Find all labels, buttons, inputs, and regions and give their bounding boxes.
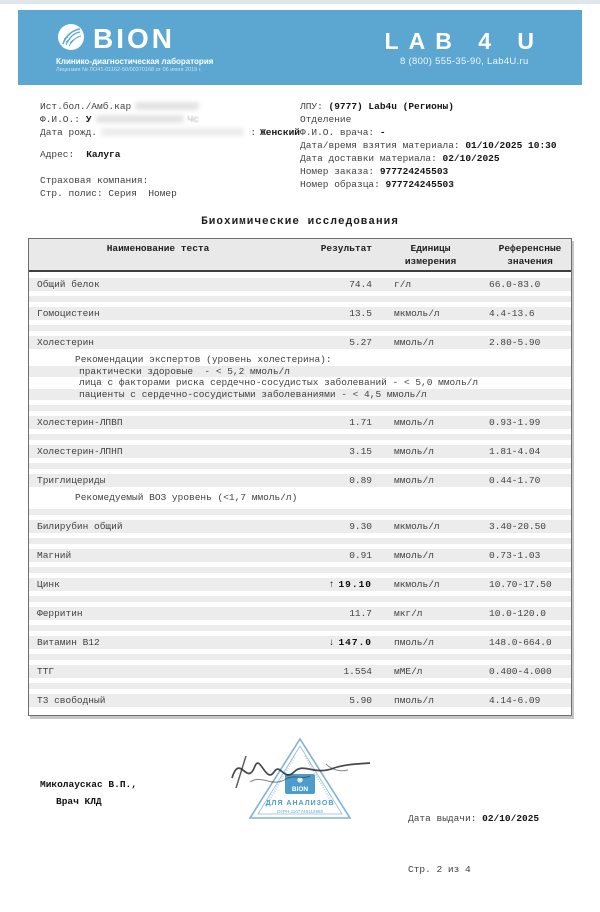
brand-subtitle: Клинико-диагностическая лаборатория bbox=[56, 57, 214, 66]
reference-range: 10.70-17.50 bbox=[489, 578, 552, 590]
result-value: 1.554 bbox=[343, 665, 372, 677]
table-row bbox=[29, 416, 571, 429]
test-name: Билирубин общий bbox=[37, 520, 123, 532]
lab4u-title: LAB 4 U bbox=[384, 27, 544, 54]
patient-card-label: Ист.бол./Амб.кар bbox=[40, 101, 132, 112]
order-lpu-label: ЛПУ: bbox=[300, 101, 329, 112]
result-value: 9.30 bbox=[349, 520, 372, 532]
reference-range: 0.93-1.99 bbox=[489, 417, 541, 428]
test-note-line: практически здоровые - < 5,2 ммоль/л bbox=[29, 366, 571, 378]
reference-range: 4.4-13.6 bbox=[489, 308, 535, 319]
reference-range: 4.14-6.09 bbox=[489, 694, 541, 706]
header-units-2: измерения bbox=[404, 256, 457, 267]
test-units: пмоль/л bbox=[394, 694, 434, 706]
stamp-brand-text: BION bbox=[291, 785, 309, 793]
order-info bbox=[300, 100, 560, 200]
lab4u-contact: 8 (800) 555-35-90, Lab4U.ru bbox=[400, 55, 529, 67]
test-result bbox=[267, 520, 372, 533]
patient-address-line bbox=[40, 148, 300, 161]
order-lpu-line bbox=[300, 100, 560, 113]
reference-range: 0.44-1.70 bbox=[489, 475, 541, 486]
redaction-blur bbox=[135, 102, 199, 110]
order-number-value: 977724245503 bbox=[379, 166, 449, 177]
table-header bbox=[29, 239, 571, 272]
order-number-line bbox=[300, 165, 560, 178]
result-value: 147.0 bbox=[338, 636, 372, 648]
issue-info-block bbox=[408, 776, 539, 912]
test-result bbox=[267, 578, 372, 591]
test-result bbox=[267, 549, 372, 562]
test-name: Витамин B12 bbox=[37, 636, 100, 648]
test-result bbox=[267, 416, 372, 429]
table-row bbox=[29, 549, 571, 562]
table-body bbox=[29, 272, 571, 715]
footer bbox=[0, 730, 600, 875]
patient-birth-label: Дата рожд. bbox=[40, 127, 98, 138]
test-units: мМЕ/л bbox=[394, 665, 423, 677]
test-units: ммоль/л bbox=[394, 337, 434, 348]
test-name: ТТГ bbox=[37, 665, 55, 677]
test-name: Ферритин bbox=[37, 607, 83, 619]
test-units: ммоль/л bbox=[394, 417, 434, 428]
test-result bbox=[267, 445, 372, 458]
test-result bbox=[267, 607, 372, 620]
sample-number-value: 977724245503 bbox=[385, 179, 454, 190]
stamp-ogrn-text: ОГРН 1107748112880 bbox=[276, 808, 324, 814]
doctor-name: Миколаускас В.П., bbox=[40, 778, 137, 790]
table-row bbox=[29, 607, 571, 620]
result-value: 5.90 bbox=[349, 694, 372, 706]
section-title: Биохимические исследования bbox=[201, 216, 399, 228]
header-band bbox=[18, 10, 582, 85]
table-row bbox=[29, 578, 571, 591]
result-value: 11.7 bbox=[349, 607, 372, 619]
order-delivered-line bbox=[300, 152, 560, 165]
patient-fio-label: Ф.И.О.: bbox=[40, 114, 80, 125]
patient-fio-visible: У bbox=[85, 114, 92, 125]
order-lpu-value: (9777) Lab4u (Регионы) bbox=[328, 101, 454, 112]
header-test-name: Наименование теста bbox=[106, 243, 210, 254]
test-name: Триглицериды bbox=[37, 475, 106, 486]
result-value: 3.15 bbox=[349, 446, 372, 457]
redaction-blur bbox=[96, 115, 184, 123]
test-result bbox=[267, 636, 372, 649]
order-collected-value: 01/10/2025 10:30 bbox=[465, 140, 557, 151]
patient-card-line bbox=[40, 100, 300, 113]
reference-range: 1.81-4.04 bbox=[489, 446, 541, 457]
issue-date-label: Дата выдачи: bbox=[408, 812, 483, 824]
lab-stamp bbox=[222, 734, 378, 840]
results-table bbox=[28, 238, 572, 716]
result-value: 1.71 bbox=[349, 417, 372, 428]
table-row bbox=[29, 336, 571, 349]
info-section bbox=[40, 100, 560, 200]
test-name: Гомоцистеин bbox=[37, 308, 100, 319]
reference-range: 0.73-1.03 bbox=[489, 549, 541, 561]
test-result bbox=[267, 694, 372, 707]
flag-arrow-icon: ↑ bbox=[328, 578, 335, 590]
sample-number-label: Номер образца: bbox=[300, 179, 386, 190]
spacer bbox=[40, 139, 300, 148]
test-note-line: Рекомедуемый ВОЗ уровень (<1,7 ммоль/л) bbox=[75, 492, 298, 503]
spacer bbox=[40, 161, 300, 174]
header-ref-1: Референсные bbox=[498, 243, 562, 254]
test-result bbox=[267, 336, 372, 349]
test-units: г/л bbox=[394, 279, 412, 290]
patient-policy-label: Стр. полис: Серия Номер bbox=[40, 188, 177, 199]
page-info: Стр. 2 из 4 bbox=[408, 863, 471, 875]
test-name: Магний bbox=[37, 549, 72, 561]
test-units: ммоль/л bbox=[394, 549, 434, 561]
header-result: Результат bbox=[320, 243, 372, 254]
table-row bbox=[29, 665, 571, 678]
table-row bbox=[29, 474, 571, 487]
test-units: ммоль/л bbox=[394, 446, 434, 457]
patient-info bbox=[40, 100, 300, 200]
patient-fio-line bbox=[40, 113, 300, 126]
brand-block bbox=[56, 22, 213, 73]
test-name: Цинк bbox=[37, 578, 60, 590]
scan-edge-strip bbox=[0, 0, 600, 4]
test-units: мкмоль/л bbox=[394, 578, 440, 590]
test-units: мкмоль/л bbox=[394, 520, 440, 532]
order-doctor-line bbox=[300, 126, 560, 139]
result-value: 0.89 bbox=[349, 475, 372, 486]
test-note-line: пациенты с сердечно-сосудистыми заболеваниями - < 4,5 ммоль/л bbox=[29, 389, 571, 401]
test-name: Холестерин-ЛПНП bbox=[37, 446, 123, 457]
test-units: пмоль/л bbox=[394, 636, 434, 648]
bion-logo-icon bbox=[56, 22, 86, 55]
patient-address-value: Калуга bbox=[86, 149, 121, 160]
gender-separator: : bbox=[250, 127, 257, 138]
test-units: мкг/л bbox=[394, 607, 423, 619]
result-value: 13.5 bbox=[349, 308, 372, 319]
result-value: 19.10 bbox=[338, 578, 372, 590]
table-row bbox=[29, 278, 571, 291]
result-value: 0.91 bbox=[349, 549, 372, 561]
order-doctor-value: - bbox=[379, 127, 386, 138]
order-doctor-label: Ф.И.О. врача: bbox=[300, 127, 380, 138]
order-collected-label: Дата/время взятия материала: bbox=[300, 140, 466, 151]
redaction-blur bbox=[101, 128, 244, 136]
result-value: 5.27 bbox=[349, 337, 372, 348]
test-note-line: Рекомендации экспертов (уровень холестерина): bbox=[75, 354, 332, 365]
reference-range: 2.80-5.90 bbox=[489, 337, 541, 348]
order-number-label: Номер заказа: bbox=[300, 166, 380, 177]
result-value: 74.4 bbox=[349, 279, 372, 290]
brand-license: Лицензия № ЛО41-01162-50/00370168 от 06 июня 2019 г. bbox=[56, 67, 202, 73]
reference-range: 0.400-4.000 bbox=[489, 665, 552, 677]
stamp-purpose-text: ДЛЯ АНАЛИЗОВ bbox=[265, 799, 335, 807]
lab4u-block bbox=[385, 29, 556, 67]
issue-date-value: 02/10/2025 bbox=[482, 812, 540, 824]
test-result bbox=[267, 307, 372, 320]
order-department-label: Отделение bbox=[300, 114, 352, 125]
doctor-title: Врач КЛД bbox=[56, 795, 102, 807]
table-row bbox=[29, 520, 571, 533]
patient-insurance-label: Страховая компания: bbox=[40, 175, 149, 186]
reference-range: 66.0-83.0 bbox=[489, 279, 541, 290]
order-collected-line bbox=[300, 139, 560, 152]
patient-birth-line bbox=[40, 126, 300, 139]
patient-fio-trail: Чс bbox=[187, 114, 200, 125]
test-units: мкмоль/л bbox=[394, 308, 440, 319]
patient-address-label: Адрес: bbox=[40, 149, 75, 160]
table-row bbox=[29, 694, 571, 707]
reference-range: 10.0-120.0 bbox=[489, 607, 547, 619]
header-units-1: Единицы bbox=[410, 243, 451, 254]
reference-range: 3.40-20.50 bbox=[489, 520, 547, 532]
reference-range: 148.0-664.0 bbox=[489, 636, 552, 648]
test-result bbox=[267, 278, 372, 291]
test-name: Общий белок bbox=[37, 279, 100, 290]
table-row bbox=[29, 445, 571, 458]
test-note-line: лица с факторами риска сердечно-сосудистых заболеваний - < 5,0 ммоль/л bbox=[79, 377, 479, 388]
brand-name: BION bbox=[93, 22, 175, 54]
test-result bbox=[267, 474, 372, 487]
test-name: Холестерин bbox=[37, 337, 95, 348]
flag-arrow-icon: ↓ bbox=[328, 636, 335, 648]
table-row bbox=[29, 636, 571, 649]
test-result bbox=[267, 665, 372, 678]
order-delivered-label: Дата доставки материала: bbox=[300, 153, 443, 164]
patient-gender: Женский bbox=[260, 127, 300, 138]
issue-date-line bbox=[408, 810, 539, 827]
test-name: Холестерин-ЛПВП bbox=[37, 417, 123, 428]
order-delivered-value: 02/10/2025 bbox=[442, 153, 500, 164]
test-units: ммоль/л bbox=[394, 475, 434, 486]
test-name: Т3 свободный bbox=[37, 694, 106, 706]
doctor-signature-block bbox=[40, 776, 137, 810]
table-row bbox=[29, 307, 571, 320]
header-ref-2: значения bbox=[507, 256, 553, 267]
sample-number-line bbox=[300, 178, 560, 191]
